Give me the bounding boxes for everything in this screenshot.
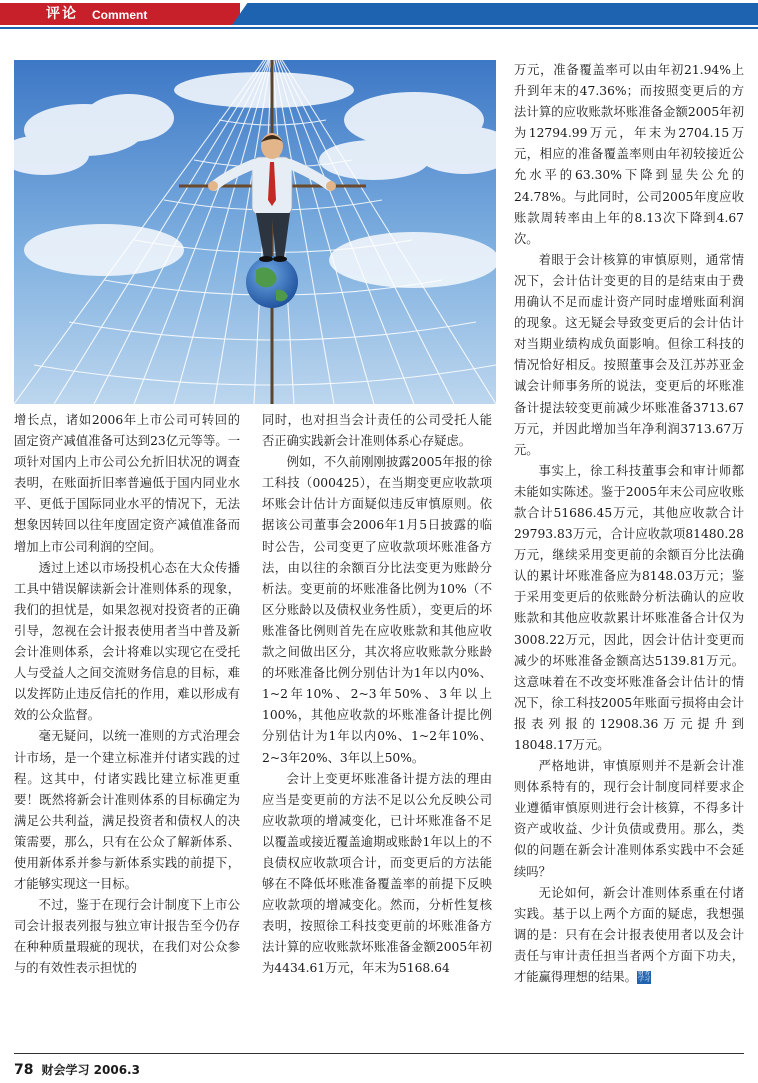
paragraph: 例如，不久前刚刚披露2005年报的徐工科技（000425），在当期变更应收款项坏账会计估计方面疑似违反审慎原则。依据该公司董事会2006年1月5日披露的临时公告，公司变更了应收款项坏账准备方法，由以往的余额百分比法变更为账龄分析法。变更前的坏账准备比例为10%（不区分账龄以及债权业务性质），变更后的坏账准备比例则首先在应收账款和其他应收款之间做出区分，其次将应收账款分账龄的坏账准备比例分别估计为1年以内0%、1~2年10%、2~3年50%、3年以上100%，其他应收款的坏账准备计提比例分别估计为1年以内0%、1~2年10%、2~3年20%、3年以上50%。 xyxy=(262,455,492,765)
paragraph: 不过，鉴于在现行会计制度下上市公司会计报表列报与独立审计报告至今仍存在种种质量瑕疵的现状，在我们对公众参与的有效性表示担忧的 xyxy=(14,898,240,976)
paragraph: 同时，也对担当会计责任的公司受托人能否正确实践新会计准则体系心存疑虑。 xyxy=(262,413,492,449)
article-end-icon: 财务学习 xyxy=(637,970,650,984)
text-column-2 xyxy=(262,410,492,980)
section-header xyxy=(0,0,758,28)
page-number: 78 xyxy=(14,1062,34,1078)
text-column-3 xyxy=(514,60,744,988)
header-blue-band xyxy=(232,3,758,25)
footer-text xyxy=(14,1061,140,1078)
paragraph: 会计上变更坏账准备计提方法的理由应当是变更前的方法不足以公允反映公司应收款项的增减变化，已计坏账准备不足以覆盖或接近覆盖逾期或账龄1年以上的不良债权应收款项合计，而变更后的方法能够在不降低坏账准备覆盖率的前提下反映应收款项的增减变化。然而，分析性复核表明，按照徐工科技变更前的坏账准备方法计算的应收账款坏账准备金额2005年初为4434.61万元，年末为5168.64 xyxy=(262,771,492,976)
footer-rule xyxy=(14,1053,744,1054)
paragraph: 严格地讲，审慎原则并不是新会计准则体系特有的，现行会计制度同样要求企业遵循审慎原则进行会计核算，不得多计资产或收益、少计负债或费用。那么，类似的问题在新会计准则体系实践中不会延续吗？ xyxy=(514,759,744,879)
section-title-en: Comment xyxy=(92,8,148,22)
section-title-cn: 评论 xyxy=(46,6,78,22)
paragraph: 毫无疑问，以统一准则的方式治理会计市场，是一个建立标准并付诸实践的过程。这其中，付诸实践比建立标准更重要！既然将新会计准则体系的目标确定为满足公共利益，满足投资者和债权人的决策需要，那么，只有在公众了解新体系、使用新体系并参与新体系实践的前提下，才能够实现这一目标。 xyxy=(14,729,240,892)
paragraph: 万元，准备覆盖率可以由年初21.94%上升到年末的47.36%；而按照变更后的方法计算的应收账款坏账准备金额2005年初为12794.99万元，年末为2704.15万元，相应的准备覆盖率则由年初较接近公允水平的63.30%下降到显失公允的24.78%。与此同时，公司2005年度应收账款周转率由上年的8.13次下降到4.67次。 xyxy=(514,63,744,246)
text-column-1 xyxy=(14,410,240,980)
paragraph: 着眼于会计核算的审慎原则，通常情况下，会计估计变更的目的是结束由于费用确认不足而虚计资产同时虚增账面利润的现象。这无疑会导致变更后的会计估计对当期业绩构成负面影响。但徐工科技的情况恰好相反。按照董事会及江苏苏亚金诚会计师事务所的说法，变更后的坏账准备计提法较变更前减少坏账准备3713.67万元，并因此增加当年净利润3713.67万元。 xyxy=(514,252,744,457)
illustration-graphic xyxy=(14,60,496,404)
tightrope-walker-illustration xyxy=(14,60,496,404)
paragraph xyxy=(514,883,744,988)
paragraph: 事实上，徐工科技董事会和审计师都未能如实陈述。鉴于2005年末公司应收账款合计51686.45万元，其他应收款合计29793.83万元，合计应收款项81480.28万元，继续采用变更前的余额百分比法确认的累计坏账准备应为8148.03万元；鉴于采用变更后的依账龄分析法确认的应收账款和其他应收款累计坏账准备合计仅为3008.22万元，因此，因会计估计变更而减少的坏账准备金额高达5139.81万元。这意味着在不改变坏账准备会计估计的情况下，徐工科技2005年账面亏损将由会计报表列报的12908.36万元提升到18048.17万元。 xyxy=(514,463,744,752)
paragraph: 透过上述以市场投机心态在大众传播工具中错误解读新会计准则体系的现象，我们的担忧是，如果忽视对投资者的正确引导，忽视在会计报表使用者当中普及新会计准则体系，会计将难以实现它在受托人与受益人之间交流财务信息的目标，难以发挥防止违反信托的作用，难以形成有效的公众监督。 xyxy=(14,560,240,723)
page-footer xyxy=(0,1053,758,1083)
paragraph: 增长点，诸如2006年上市公司可转回的固定资产减值准备可达到23亿元等等。一项针对国内上市公司公允折旧状况的调查表明，在账面折旧率普遍低于国内同业水平、更低于国际同业水平的情况下，无法想象因转回以往年度固定资产减值准备而增加上市公司利润的空间。 xyxy=(14,413,240,554)
journal-issue: 财会学习 2006.3 xyxy=(41,1063,140,1077)
closing-paragraph-text: 无论如何，新会计准则体系重在付诸实践。基于以上两个方面的疑虑，我想强调的是：只有在会计报表使用者以及会计责任与审计责任担当者两个方面下功夫，才能赢得理想的结果。 xyxy=(514,885,744,985)
header-rule xyxy=(0,27,758,29)
